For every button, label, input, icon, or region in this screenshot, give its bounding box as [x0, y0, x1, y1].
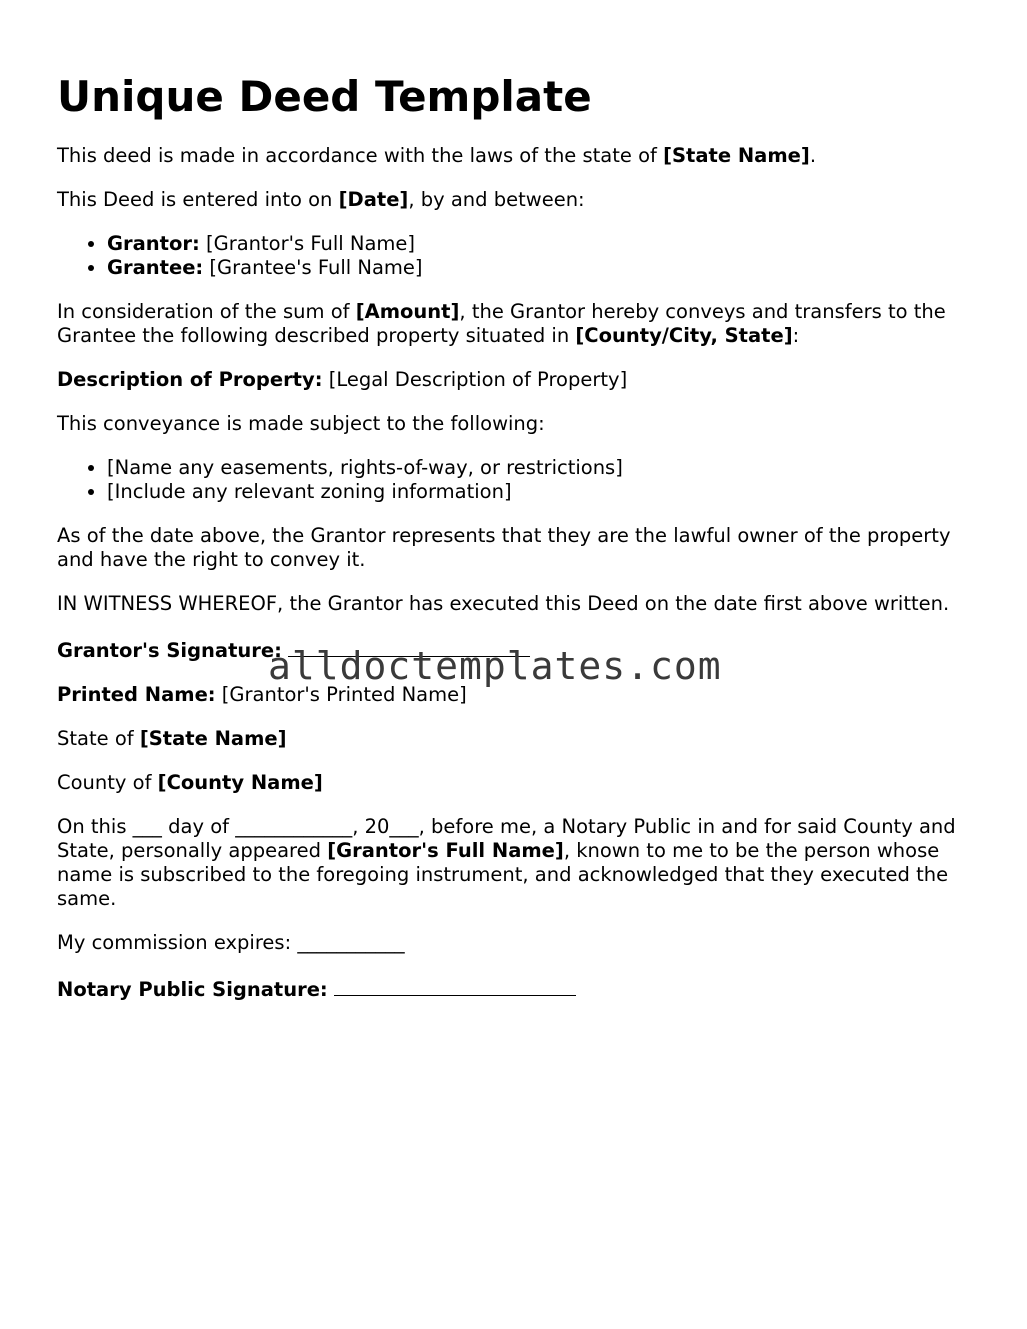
- subject-list: [57, 456, 957, 504]
- county-line: County of [County Name]: [57, 771, 323, 794]
- list-item-grantee: • Grantee: [Grantee's Full Name]: [107, 256, 957, 280]
- document-page: [57, 72, 957, 1022]
- witness-clause: IN WITNESS WHEREOF, the Grantor has executed this Deed on the date first above written.: [57, 592, 950, 615]
- list-item: • [Include any relevant zoning information]: [107, 480, 957, 504]
- amount-field: [Amount]: [355, 300, 460, 323]
- state-clause: This deed is made in accordance with the laws of the state of [State Name].: [57, 144, 817, 167]
- subject-intro: This conveyance is made subject to the following:: [57, 412, 545, 435]
- notary-acknowledgment: On this ___ day of ____________, 20___, before me, a Notary Public in and for said County and State, personally appeared [Grantor's Full Name], known to me to be the person whose name is subscribed to the foregoing instrument, and acknowledged that they executed the same.: [57, 815, 956, 910]
- page-title: Unique Deed Template: [57, 72, 592, 121]
- commission-line: My commission expires: ___________: [57, 931, 405, 954]
- list-item-grantor: • Grantor: [Grantor's Full Name]: [107, 232, 957, 256]
- grantor-signature-line: Grantor's Signature:: [57, 636, 957, 663]
- notary-signature-blank[interactable]: [334, 975, 576, 996]
- parties-list: [57, 232, 957, 280]
- printed-name-line: Printed Name: [Grantor's Printed Name]: [57, 683, 467, 706]
- watermark: alldoctemplates.com: [268, 644, 722, 688]
- location-field: [County/City, State]: [575, 324, 793, 347]
- state-line: State of [State Name]: [57, 727, 287, 750]
- property-description: Description of Property: [Legal Description of Property]: [57, 368, 628, 391]
- list-item: • [Name any easements, rights-of-way, or restrictions]: [107, 456, 957, 480]
- consideration-clause: In consideration of the sum of [Amount], the Grantor hereby conveys and transfers to the Grantee the following described property situated in [County/City, State]:: [57, 300, 946, 347]
- date-field: [Date]: [338, 188, 409, 211]
- notary-signature-line: Notary Public Signature:: [57, 975, 957, 1002]
- entered-clause: This Deed is entered into on [Date], by and between:: [57, 188, 585, 211]
- representation-clause: As of the date above, the Grantor represents that they are the lawful owner of the property and have the right to convey it.: [57, 524, 951, 571]
- state-name-field: [State Name]: [663, 144, 810, 167]
